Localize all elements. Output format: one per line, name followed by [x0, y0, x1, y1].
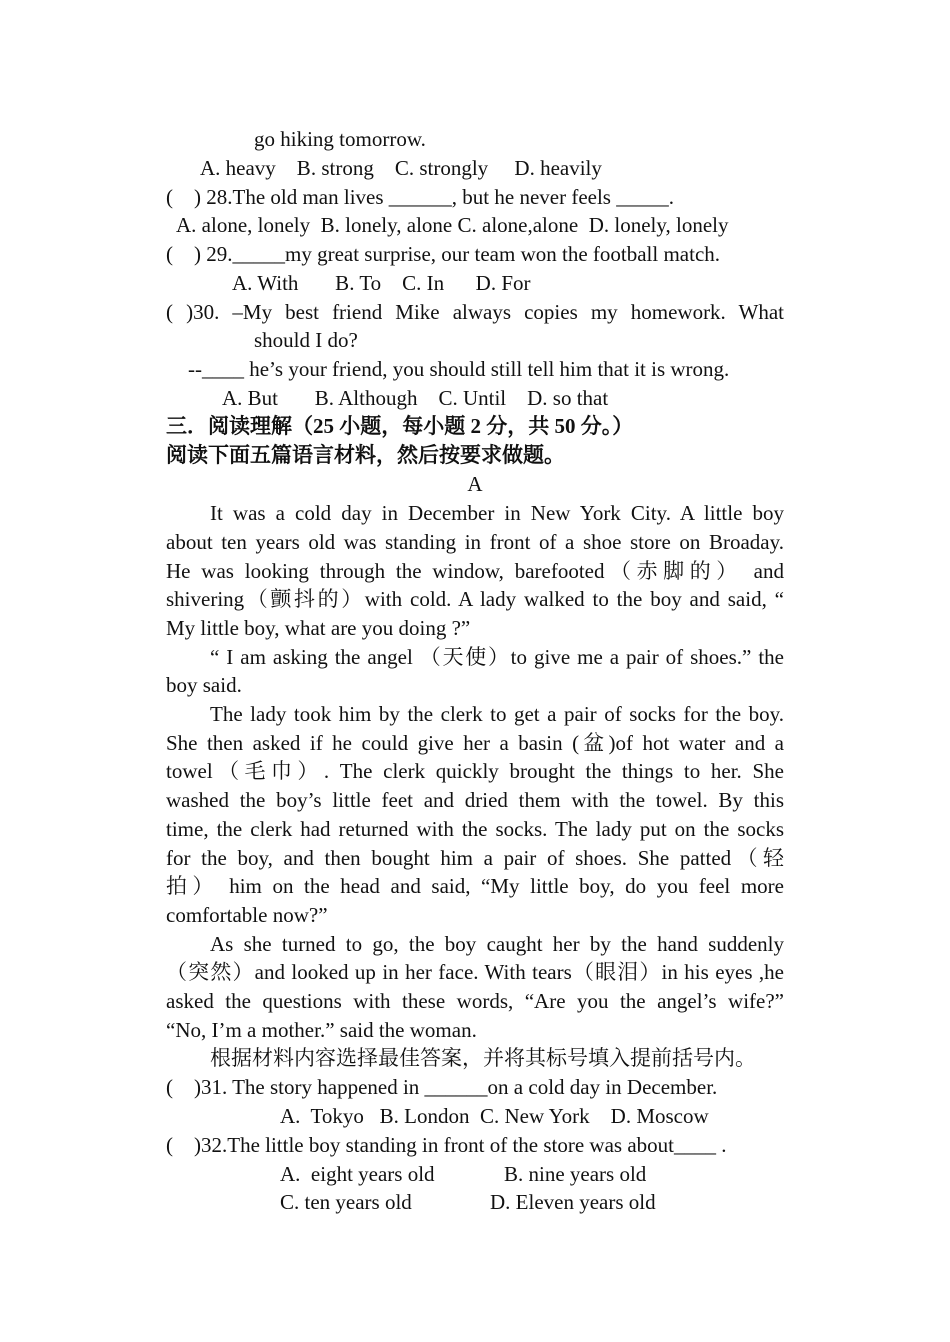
q31-options: A. Tokyo B. London C. New York D. Moscow [280, 1104, 709, 1128]
passage-line: 拍） him on the head and said, “My little boy, do you feel more [166, 874, 784, 898]
q30-options: A. But B. Although C. Until D. so that [222, 386, 609, 410]
q30-reply: --____ he’s your friend, you should still tell him that it is wrong. [188, 357, 730, 381]
passage-line: boy said. [166, 673, 242, 697]
passage-line: （突然）and looked up in her face. With tears（眼泪）in his eyes ,he [166, 960, 784, 984]
passage-line: about ten years old was standing in front of a shoe store on Broaday. [166, 530, 784, 554]
passage-line: She then asked if he could give her a basin (盆)of hot water and a [166, 731, 784, 755]
passage-label: A [467, 472, 483, 496]
q29-options: A. With B. To C. In D. For [232, 271, 531, 295]
q32-option-b: B. nine years old [504, 1162, 647, 1186]
passage-line: asked the questions with these words, “Are you the angel’s wife?” [166, 989, 784, 1013]
passage-line: “No, I’m a mother.” said the woman. [166, 1018, 477, 1042]
q30-stem: ( )30. –My best friend Mike always copies my homework. What [166, 300, 784, 324]
q31-stem: ( )31. The story happened in ______on a cold day in December. [166, 1075, 718, 1099]
passage-line: shivering（颤抖的）with cold. A lady walked to the boy and said, “ [166, 587, 784, 611]
reading-instruction: 根据材料内容选择最佳答案，并将其标号填入提前括号内。 [210, 1046, 756, 1070]
passage-line: My little boy, what are you doing ?” [166, 616, 471, 640]
passage-line: “ I am asking the angel （天使）to give me a pair of shoes.” the [210, 645, 784, 669]
q29-stem: ( ) 29._____my great surprise, our team won the football match. [166, 242, 721, 266]
q30-continuation: should I do? [254, 328, 358, 352]
passage-line: As she turned to go, the boy caught her by the hand suddenly [210, 932, 784, 956]
passage-line: washed the boy’s little feet and dried them with the towel. By this [166, 788, 784, 812]
q27-continuation: go hiking tomorrow. [254, 127, 426, 151]
q27-options: A. heavy B. strong C. strongly D. heavily [200, 156, 602, 180]
passage-line: towel（毛巾）. The clerk quickly brought the things to her. She [166, 759, 784, 783]
q32-option-d: D. Eleven years old [490, 1190, 656, 1214]
passage-line: comfortable now?” [166, 903, 328, 927]
q28-stem: ( ) 28.The old man lives ______, but he never feels _____. [166, 185, 674, 209]
passage-line: for the boy, and then bought him a pair of shoes. She patted（轻 [166, 846, 784, 870]
section-instruction: 阅读下面五篇语言材料，然后按要求做题。 [166, 443, 565, 467]
passage-line: He was looking through the window, barefooted（赤脚的） and [166, 559, 784, 583]
q28-options: A. alone, lonely B. lonely, alone C. alone,alone D. lonely, lonely [176, 213, 729, 237]
q32-option-a: A. eight years old [280, 1162, 435, 1186]
section-title: 三．阅读理解（25 小题，每小题 2 分，共 50 分。） [166, 414, 634, 438]
q32-option-c: C. ten years old [280, 1190, 412, 1214]
q32-stem: ( )32.The little boy standing in front of the store was about____ . [166, 1133, 727, 1157]
passage-line: The lady took him by the clerk to get a pair of socks for the boy. [210, 702, 784, 726]
passage-line: time, the clerk had returned with the socks. The lady put on the socks [166, 817, 784, 841]
passage-line: It was a cold day in December in New York City. A little boy [210, 501, 784, 525]
